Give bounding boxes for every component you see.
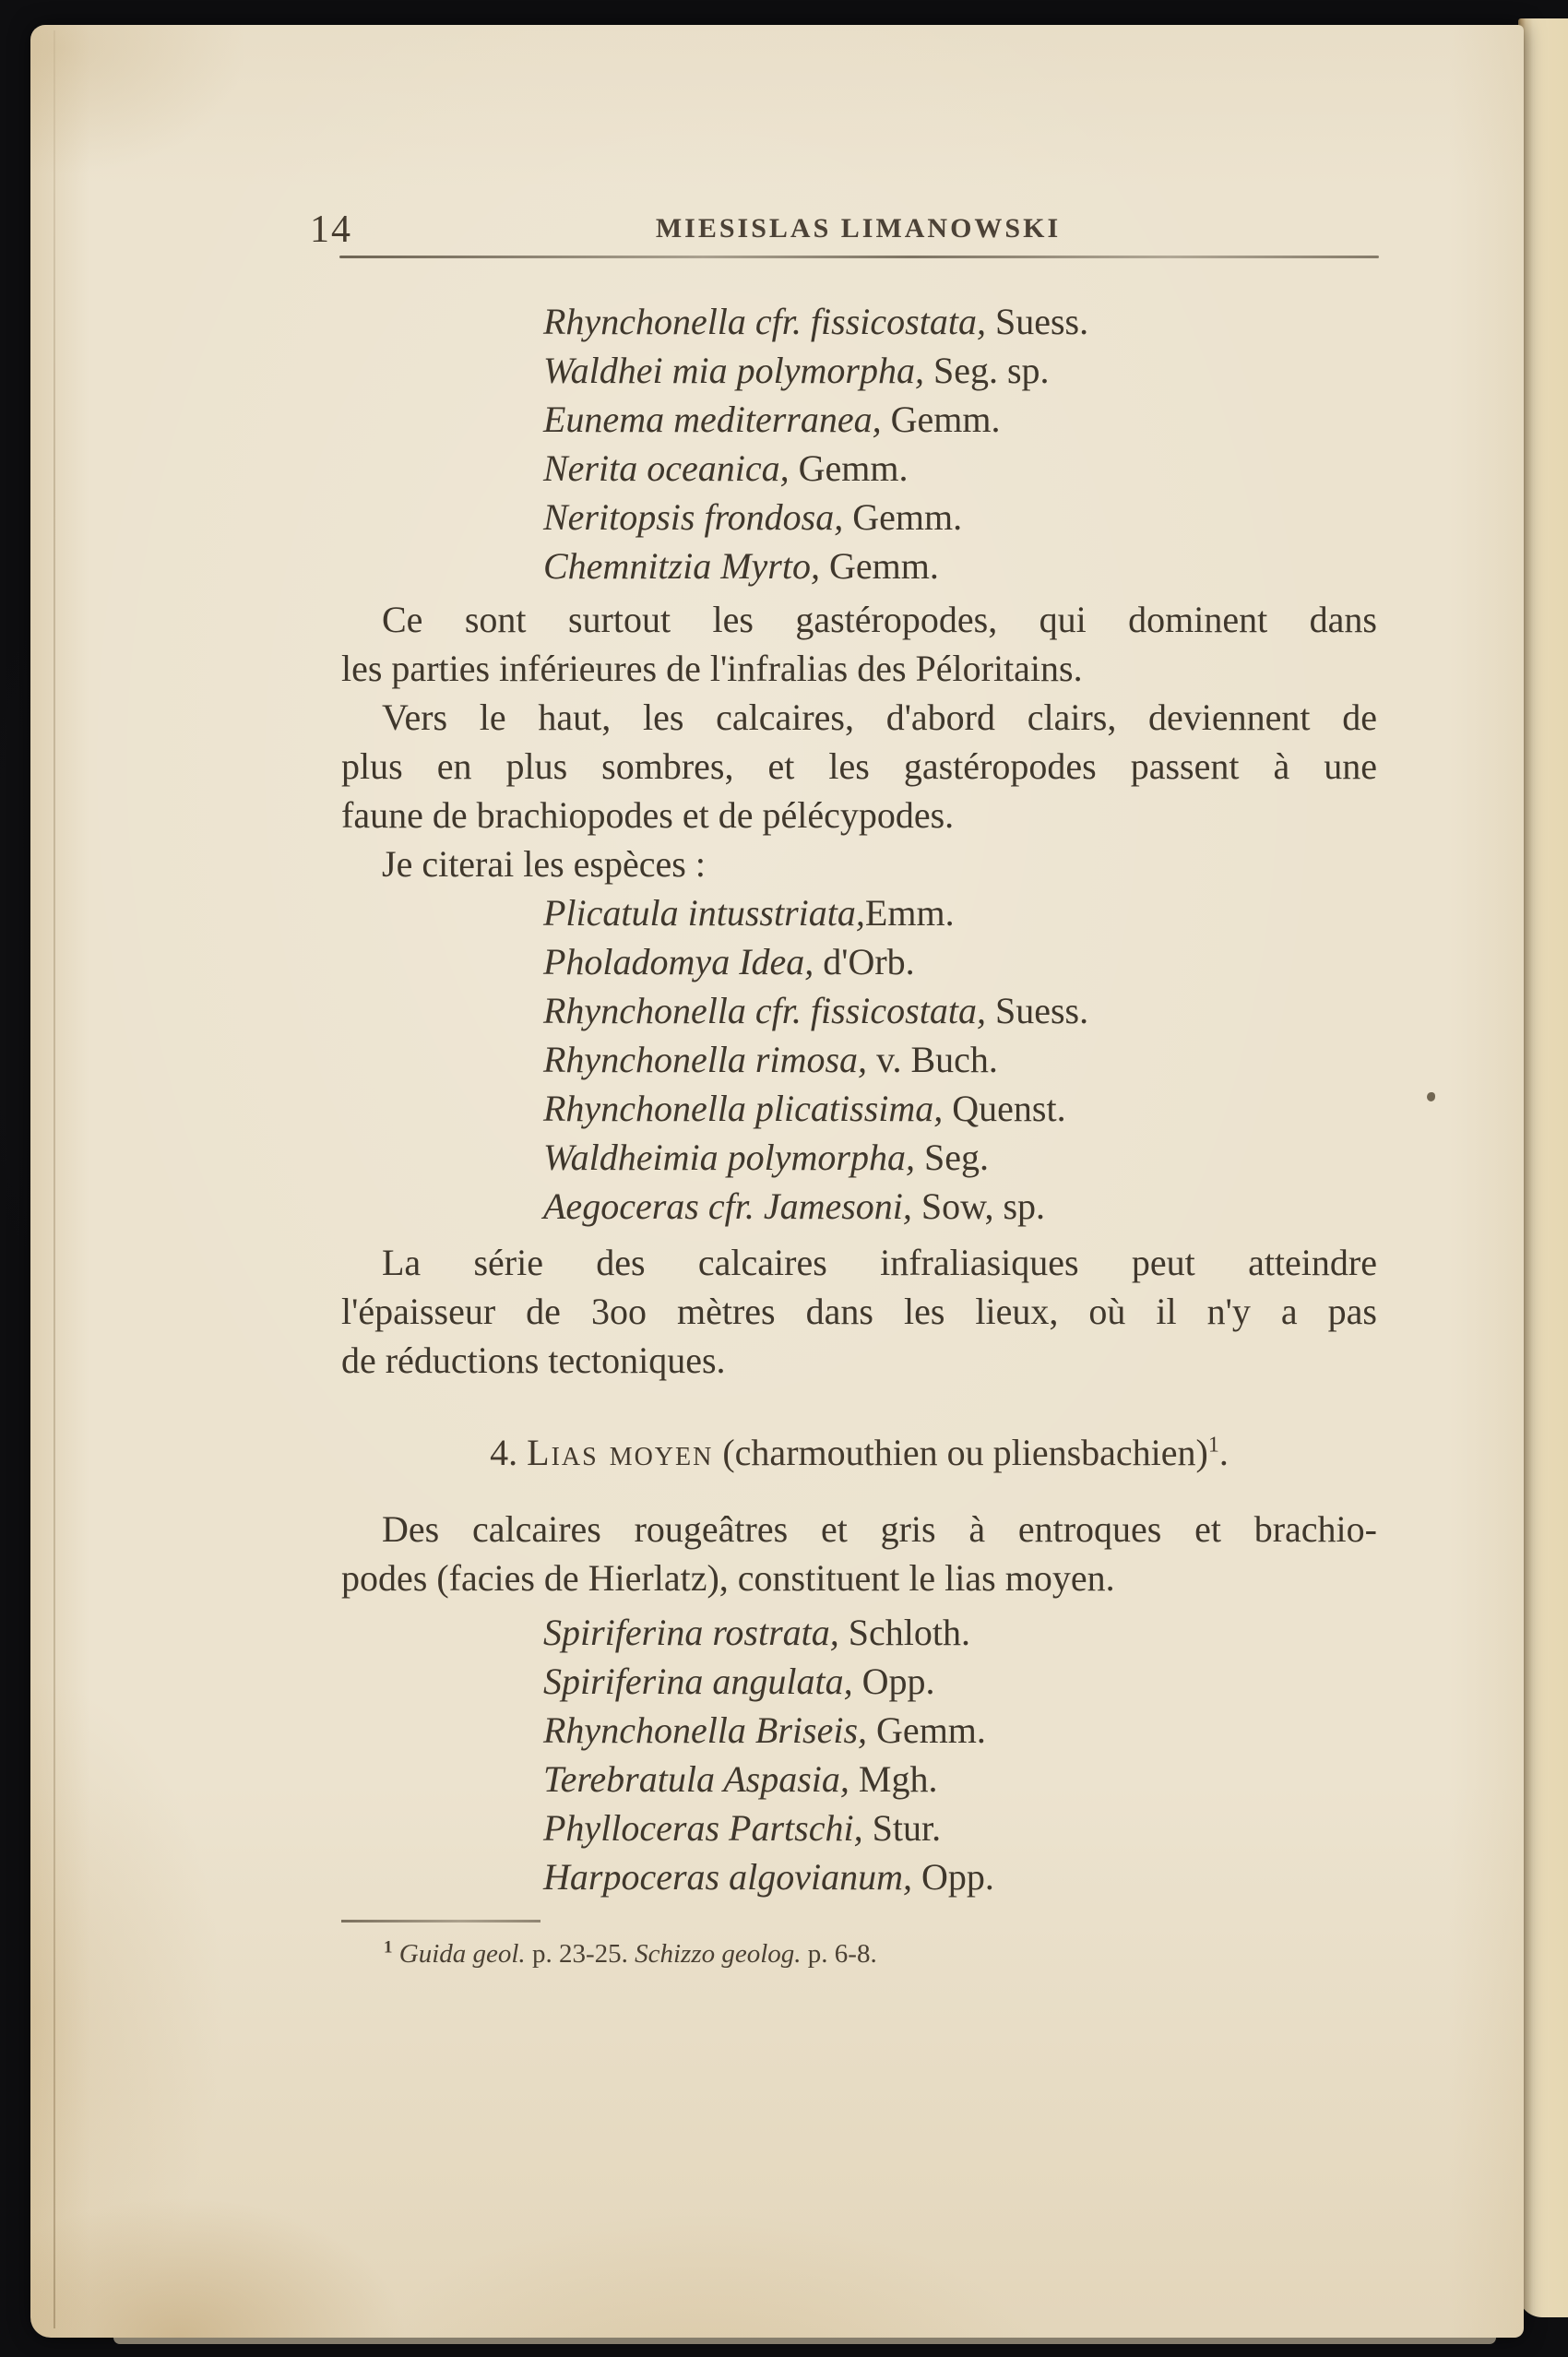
footnote-work: Guida geol. bbox=[398, 1939, 526, 1969]
footnote-work: Schizzo geolog. bbox=[635, 1939, 802, 1969]
species-author: v. Buch. bbox=[876, 1039, 998, 1080]
species-author: Gemm. bbox=[798, 447, 909, 489]
species-name: Rhynchonella cfr. fissicostata, bbox=[543, 990, 986, 1031]
species-item bbox=[543, 1608, 1377, 1657]
adjacent-page-edge bbox=[1518, 18, 1568, 2317]
species-item bbox=[543, 1133, 1377, 1182]
species-item bbox=[543, 493, 1377, 542]
paragraph-serie-infraliasique bbox=[341, 1238, 1377, 1385]
species-author: Opp. bbox=[861, 1661, 935, 1702]
species-name: Rhynchonella cfr. fissicostata, bbox=[543, 301, 986, 342]
species-item bbox=[543, 937, 1377, 986]
section-number: 4. bbox=[490, 1432, 518, 1473]
section-heading bbox=[341, 1427, 1377, 1479]
page-number: 14 bbox=[310, 208, 352, 251]
species-item bbox=[543, 1657, 1377, 1706]
paragraph-intro-especes bbox=[341, 839, 1377, 888]
footnote-pages: p. 6-8. bbox=[801, 1939, 877, 1969]
species-list-infralias-brachiopods bbox=[341, 888, 1377, 1231]
species-name: Pholadomya Idea, bbox=[543, 941, 814, 982]
species-author: Gemm. bbox=[890, 399, 1001, 440]
species-author: Emm. bbox=[864, 892, 955, 934]
text-line: faune de brachiopodes et de pélécypodes. bbox=[341, 794, 955, 836]
species-name: Chemnitzia Myrto, bbox=[543, 545, 820, 587]
text-line: La série des calcaires infraliasiques peut atteindre bbox=[382, 1242, 1377, 1283]
species-name: Terebratula Aspasia, bbox=[543, 1758, 849, 1800]
species-author: d'Orb. bbox=[823, 941, 915, 982]
species-item bbox=[543, 395, 1377, 444]
species-author: Seg. bbox=[923, 1137, 989, 1178]
header-rule bbox=[339, 256, 1379, 258]
text-line: l'épaisseur de 3oo mètres dans les lieux, où il n'y a pas bbox=[341, 1291, 1377, 1332]
book-page bbox=[30, 25, 1524, 2338]
species-name: Spiriferina rostrata, bbox=[543, 1612, 839, 1653]
species-item bbox=[543, 1852, 1377, 1901]
text-line: Ce sont surtout les gastéropodes, qui dominent dans bbox=[382, 599, 1377, 640]
footnote-pages: p. 23-25. bbox=[525, 1939, 636, 1969]
paragraph-lias-moyen bbox=[341, 1505, 1377, 1602]
species-author: Gemm. bbox=[828, 545, 939, 587]
species-item bbox=[543, 1706, 1377, 1755]
text-line: plus en plus sombres, et les gastéropodes passent à une bbox=[341, 745, 1377, 787]
species-name: Rhynchonella Briseis, bbox=[543, 1709, 868, 1751]
paragraph-calcaires bbox=[341, 693, 1377, 839]
species-item bbox=[543, 888, 1377, 937]
species-item bbox=[543, 297, 1377, 346]
footnote-reference: 1 bbox=[1207, 1433, 1219, 1458]
species-item bbox=[543, 1803, 1377, 1852]
species-item bbox=[543, 542, 1377, 590]
species-author: Sow, sp. bbox=[921, 1185, 1046, 1227]
text-line: Vers le haut, les calcaires, d'abord clairs, deviennent de bbox=[382, 696, 1377, 738]
species-name: Phylloceras Partschi, bbox=[543, 1807, 863, 1849]
species-item bbox=[543, 444, 1377, 493]
text-line: les parties inférieures de l'infralias des Péloritains. bbox=[341, 648, 1083, 689]
species-author: Mgh. bbox=[858, 1758, 938, 1800]
species-author: Quenst. bbox=[952, 1088, 1066, 1129]
species-list-infralias-gastropods bbox=[341, 297, 1377, 590]
species-item bbox=[543, 346, 1377, 395]
paragraph-gastropodes bbox=[341, 595, 1377, 693]
text-line: de réductions tectoniques. bbox=[341, 1339, 726, 1381]
species-name: Nerita oceanica, bbox=[543, 447, 790, 489]
section-subtitle: (charmouthien ou pliensbachien) bbox=[722, 1432, 1208, 1473]
species-name: Spiriferina angulata, bbox=[543, 1661, 853, 1702]
species-item bbox=[543, 1182, 1377, 1231]
footnote-marker: 1 bbox=[384, 1937, 393, 1958]
text-line: Des calcaires rougeâtres et gris à entroques et brachio- bbox=[382, 1508, 1377, 1550]
species-item bbox=[543, 986, 1377, 1035]
species-name: Plicatula intusstriata, bbox=[543, 892, 865, 934]
species-author: Gemm. bbox=[852, 496, 963, 538]
species-author: Suess. bbox=[994, 990, 1089, 1031]
species-item bbox=[543, 1755, 1377, 1803]
species-author: Suess. bbox=[994, 301, 1089, 342]
species-name: Aegoceras cfr. Jamesoni, bbox=[543, 1185, 912, 1227]
species-name: Eunema mediterranea, bbox=[543, 399, 882, 440]
species-item bbox=[543, 1035, 1377, 1084]
species-author: Stur. bbox=[872, 1807, 942, 1849]
species-name: Neritopsis frondosa, bbox=[543, 496, 844, 538]
running-header: MIESISLAS LIMANOWSKI bbox=[655, 213, 1062, 244]
footnote bbox=[341, 1935, 1377, 1972]
species-list-lias-moyen bbox=[341, 1608, 1377, 1901]
text-column bbox=[341, 297, 1377, 1972]
section-terminal: . bbox=[1218, 1432, 1229, 1473]
species-author: Opp. bbox=[921, 1856, 994, 1898]
text-line: Je citerai les espèces : bbox=[382, 843, 706, 885]
species-name: Waldheimia polymorpha, bbox=[543, 1137, 915, 1178]
ink-speck bbox=[1427, 1092, 1435, 1101]
species-item bbox=[543, 1084, 1377, 1133]
species-author: Schloth. bbox=[848, 1612, 971, 1653]
species-name: Harpoceras algovianum, bbox=[543, 1856, 912, 1898]
species-name: Waldhei mia polymorpha, bbox=[543, 350, 924, 391]
species-name: Rhynchonella plicatissima, bbox=[543, 1088, 944, 1129]
species-author: Seg. sp. bbox=[932, 350, 1050, 391]
footnote-rule bbox=[341, 1920, 540, 1923]
text-line: podes (facies de Hierlatz), constituent le lias moyen. bbox=[341, 1557, 1115, 1599]
species-author: Gemm. bbox=[876, 1709, 986, 1751]
species-name: Rhynchonella rimosa, bbox=[543, 1039, 868, 1080]
section-title: Lias moyen bbox=[527, 1432, 714, 1473]
